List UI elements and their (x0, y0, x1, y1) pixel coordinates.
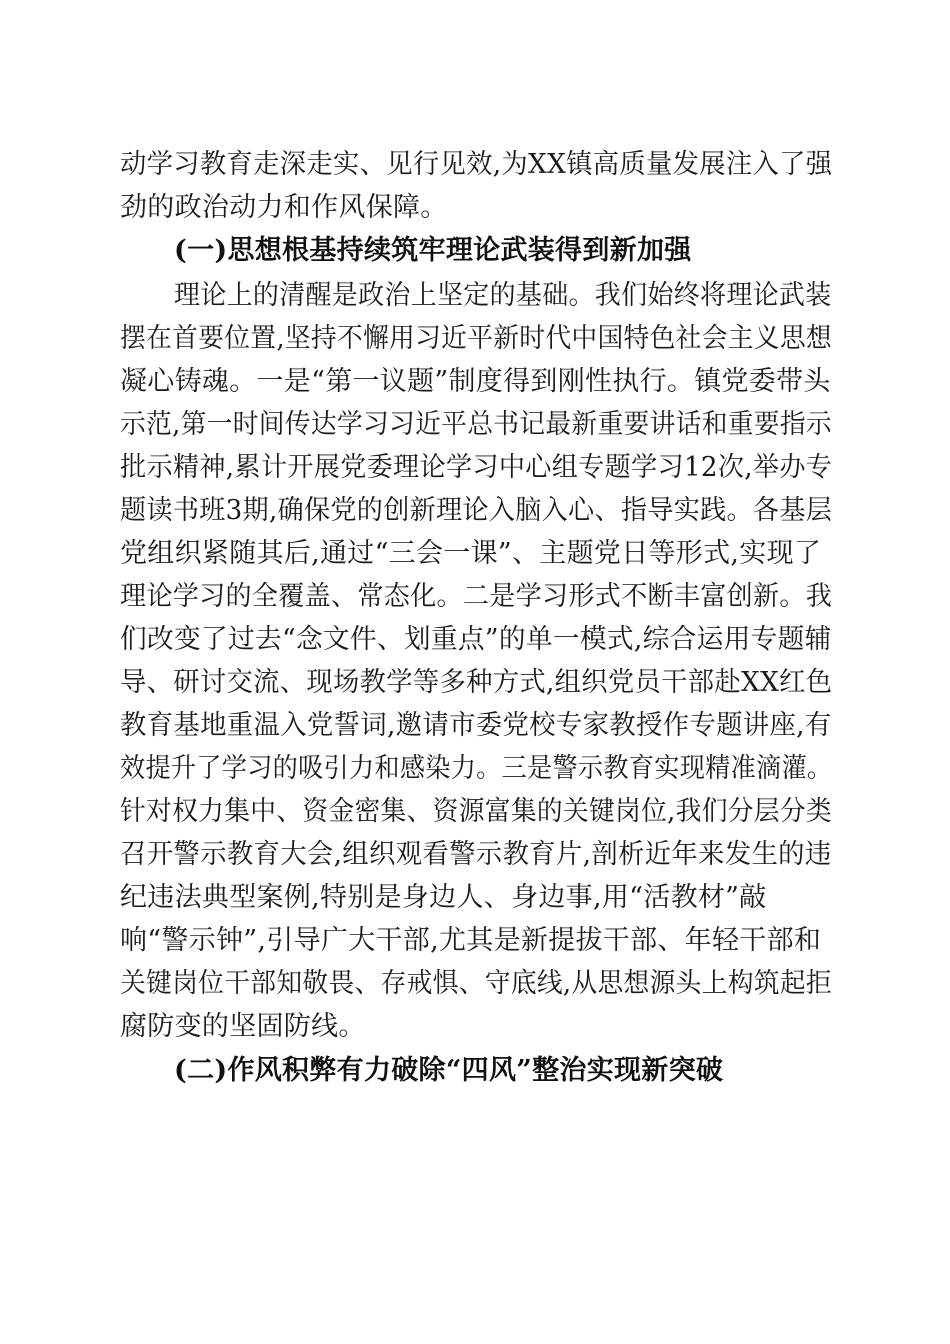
body-text-line: 凝心铸魂。一是“第一议题”制度得到刚性执行。镇党委带头 (120, 366, 831, 397)
body-text-line: 召开警示教育大会,组织观看警示教育片,剖析近年来发生的违 (120, 839, 832, 870)
body-text-line: 响“警示钟”,引导广大干部,尤其是新提拔干部、年轻干部和 (120, 925, 822, 956)
paragraph-first-line: 理论上的清醒是政治上坚定的基础。我们始终将理论武装 (174, 280, 832, 311)
body-text-line: 批示精神,累计开展党委理论学习中心组专题学习12次,举办专 (120, 452, 833, 483)
body-text-line: 针对权力集中、资金密集、资源富集的关键岗位,我们分层分类 (120, 796, 832, 827)
section-heading-2: (二)作风积弊有力破除“四风”整治实现新突破 (174, 1055, 724, 1086)
section-heading-1: (一)思想根基持续筑牢理论武装得到新加强 (174, 235, 692, 266)
body-text-line: 教育基地重温入党誓词,邀请市委党校专家教授作专题讲座,有 (120, 710, 832, 741)
body-text-line: 们改变了过去“念文件、划重点”的单一模式,综合运用专题辅 (120, 624, 832, 655)
body-text-line: 导、研讨交流、现场教学等多种方式,组织党员干部赴XX红色 (120, 667, 833, 698)
body-text-line: 关键岗位干部知敬畏、存戒惧、守底线,从思想源头上构筑起拒 (120, 968, 832, 999)
body-text-line: 党组织紧随其后,通过“三会一课”、主题党日等形式,实现了 (120, 538, 822, 569)
body-text-line: 题读书班3期,确保党的创新理论入脑入心、指导实践。各基层 (120, 495, 833, 526)
body-text-line: 理论学习的全覆盖、常态化。二是学习形式不断丰富创新。我 (120, 581, 833, 612)
body-text-line: 动学习教育走深走实、见行见效,为XX镇高质量发展注入了强 (120, 149, 833, 180)
body-text-line: 劲的政治动力和作风保障。 (120, 192, 448, 223)
body-text-line: 效提升了学习的吸引力和感染力。三是警示教育实现精准滴灌。 (120, 753, 833, 784)
body-text-line: 示范,第一时间传达学习习近平总书记最新重要讲话和重要指示 (120, 409, 832, 440)
body-text-line: 纪违法典型案例,特别是身边人、身边事,用“活教材”敲 (120, 882, 767, 913)
body-text-line: 摆在首要位置,坚持不懈用习近平新时代中国特色社会主义思想 (120, 323, 832, 354)
body-text-line: 腐防变的坚固防线。 (120, 1011, 366, 1042)
